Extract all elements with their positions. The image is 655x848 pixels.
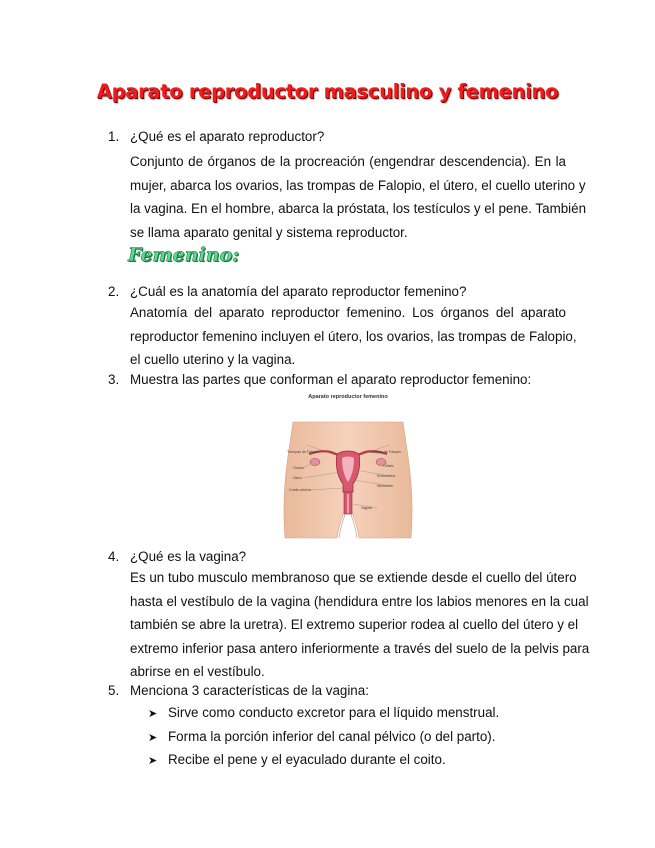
answer-line: reproductor femenino incluyen el útero, los ovarios, las trompas de Falopio, <box>130 328 577 344</box>
question-number: 2. <box>108 284 120 299</box>
answer-line: se llama aparato genital y sistema reproductor. <box>130 224 408 240</box>
question-2 <box>108 283 466 301</box>
question-text: ¿Cuál es la anatomía del aparato reproductor femenino? <box>130 284 467 299</box>
section-heading: Femenino: <box>128 244 240 266</box>
arrow-bullet-icon: ➤ <box>148 755 158 767</box>
figure-title: Aparato reproductor femenino <box>308 394 388 400</box>
answer-line: también se abre la uretra). El extremo superior rodea al cuello del útero y el <box>130 617 579 633</box>
question-text: ¿Qué es la vagina? <box>130 549 247 564</box>
label-cuello-uterino: Cuello uterino <box>289 488 312 492</box>
list-item-text: Forma la porción inferior del canal pélvico (o del parto). <box>168 729 496 744</box>
document-title: Aparato reproductor masculino y femenino <box>96 80 559 103</box>
answer-4 <box>130 566 590 684</box>
list-item <box>148 704 499 723</box>
list-item <box>148 728 495 747</box>
answer-line: extremo inferior pasa antero inferiormente a través del suelo de la pelvis para <box>130 640 590 656</box>
question-3 <box>108 371 531 389</box>
label-ovario-left: Ovario <box>293 466 304 470</box>
answer-line: Es un tubo musculo membranoso que se extiende desde el cuello del útero <box>130 570 577 585</box>
question-text: Muestra las partes que conforman el aparato reproductor femenino: <box>130 372 532 387</box>
question-text: Menciona 3 características de la vagina: <box>130 683 369 698</box>
question-1 <box>108 128 324 146</box>
answer-1 <box>130 150 587 244</box>
answer-line: Anatomía del aparato reproductor femenino. Los órganos del aparato <box>130 305 566 320</box>
answer-line: hasta el vestíbulo de la vagina (hendidura entre los labios menores en la cual <box>130 593 589 609</box>
question-5 <box>108 682 369 700</box>
question-number: 1. <box>108 129 120 144</box>
question-number: 4. <box>108 549 120 564</box>
question-number: 5. <box>108 683 120 698</box>
label-trompas-left: Trompas de Falopio <box>287 450 319 454</box>
label-utero: Útero <box>293 476 302 480</box>
question-number: 3. <box>108 372 120 387</box>
arrow-bullet-icon: ➤ <box>148 708 158 720</box>
arrow-bullet-icon: ➤ <box>148 732 158 744</box>
answer-2 <box>130 301 577 372</box>
anatomy-figure <box>279 392 417 540</box>
label-vagina: Vagina <box>361 506 372 510</box>
question-text: ¿Qué es el aparato reproductor? <box>130 129 325 144</box>
list-item-text: Sirve como conducto excretor para el líquido menstrual. <box>168 705 500 720</box>
label-miometrio: Miometrio <box>377 484 393 488</box>
answer-line: el cuello uterino y la vagina. <box>130 352 296 368</box>
label-ovario-right: Ovario <box>383 464 394 468</box>
list-item-text: Recibe el pene y el eyaculado durante el coito. <box>168 752 446 767</box>
answer-line: mujer, abarca los ovarios, las trompas de Falopio, el útero, el cuello uterino y <box>130 177 586 193</box>
answer-line: Conjunto de órganos de la procreación (engendrar descendencia). En la <box>130 154 566 169</box>
answer-line: la vagina. En el hombre, abarca la próstata, los testículos y el pene. También <box>130 201 587 217</box>
list-item <box>148 751 446 770</box>
question-4 <box>108 548 246 566</box>
label-trompas-right: Trompas de Falopio <box>369 450 401 454</box>
label-endometrio: Endometrio <box>377 474 396 478</box>
answer-line: abrirse en el vestíbulo. <box>130 664 265 680</box>
